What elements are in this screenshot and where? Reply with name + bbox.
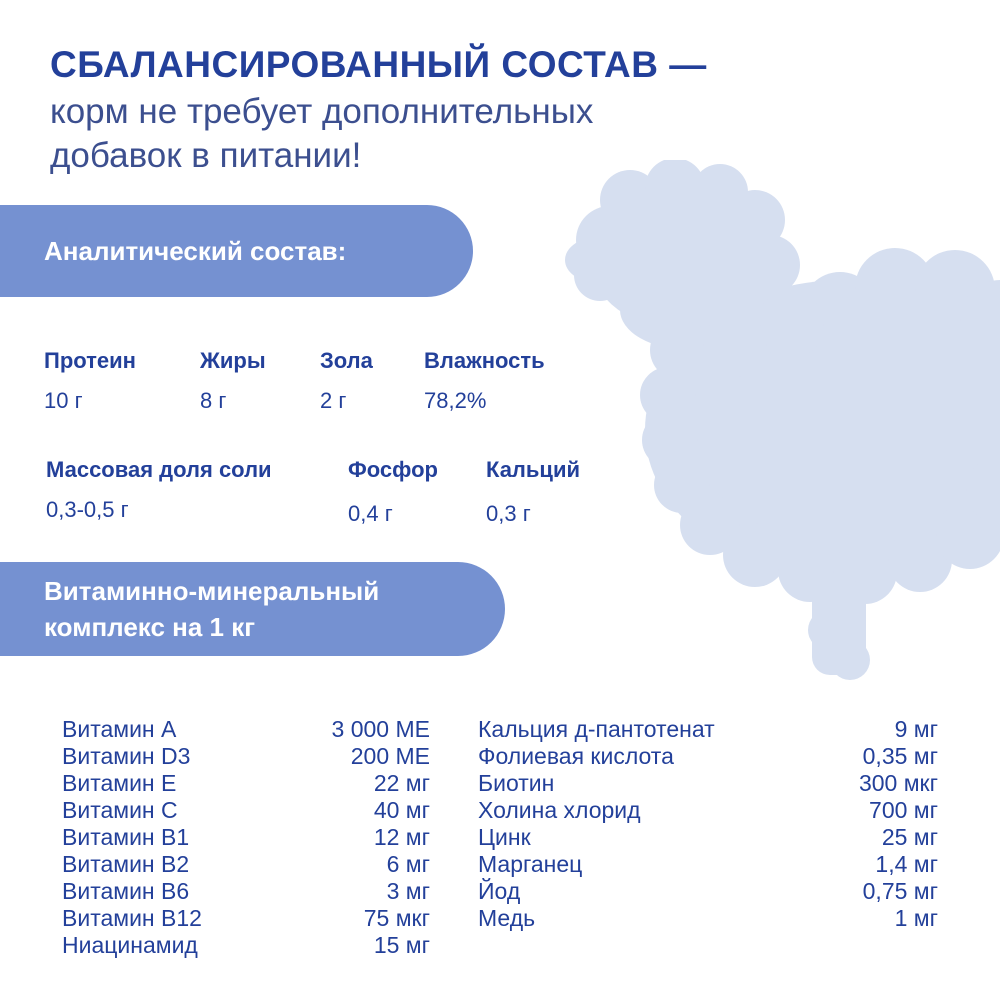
- nutrient-salt: [46, 455, 272, 525]
- mineral-row: [478, 797, 938, 824]
- headline-subtitle-line-2: добавок в питании!: [50, 136, 362, 175]
- vitamin-name: Ниацинамид: [62, 932, 198, 958]
- mineral-row: [478, 851, 938, 878]
- vitamin-name: Витамин В2: [62, 851, 190, 877]
- mineral-row: [478, 905, 938, 932]
- vitamin-row: [62, 851, 430, 878]
- mineral-name: Марганец: [478, 851, 583, 877]
- vitamin-amount: 40 мг: [373, 797, 430, 823]
- mineral-name: Йод: [478, 878, 521, 904]
- mineral-name: Медь: [478, 905, 536, 931]
- nutrient-label: Жиры: [200, 348, 266, 373]
- vitamin-row: [62, 716, 430, 743]
- analytics-section-header: [0, 205, 473, 297]
- vitamin-name: Витамин В1: [62, 824, 190, 850]
- sheep-illustration: [560, 160, 1000, 680]
- nutrient-label: Фосфор: [348, 457, 438, 482]
- vitamin-table-left: [62, 716, 430, 959]
- nutrient-ash: [320, 346, 373, 416]
- vitamin-row: [62, 824, 430, 851]
- mineral-row: [478, 770, 938, 797]
- mineral-amount: 0,75 мг: [862, 878, 938, 904]
- vitamin-row: [62, 743, 430, 770]
- mineral-amount: 25 мг: [881, 824, 938, 850]
- vitamin-name: Витамин С: [62, 797, 178, 823]
- vitamin-section-title-line-2: комплекс на 1 кг: [44, 612, 256, 642]
- mineral-row: [478, 743, 938, 770]
- vitamin-row: [62, 878, 430, 905]
- mineral-name: Цинк: [478, 824, 531, 850]
- nutrient-value: 10 г: [44, 388, 83, 413]
- mineral-name: Биотин: [478, 770, 555, 796]
- nutrient-value: 0,3-0,5 г: [46, 497, 129, 522]
- mineral-name: Холина хлорид: [478, 797, 641, 823]
- vitamin-row: [62, 905, 430, 932]
- vitamin-section-header: [0, 562, 505, 656]
- vitamin-amount: 12 мг: [373, 824, 430, 850]
- vitamin-amount: 6 мг: [386, 851, 430, 877]
- vitamin-amount: 75 мкг: [363, 905, 430, 931]
- mineral-amount: 300 мкг: [858, 770, 938, 796]
- vitamin-section-title-line-1: Витаминно-минеральный: [44, 576, 380, 606]
- mineral-amount: 0,35 мг: [862, 743, 938, 769]
- nutrient-moisture: [424, 346, 545, 416]
- vitamin-name: Витамин D3: [62, 743, 191, 769]
- mineral-amount: 700 мг: [869, 797, 938, 823]
- nutrient-fat: [200, 346, 266, 416]
- nutrient-value: 8 г: [200, 388, 227, 413]
- nutrient-value: 0,4 г: [348, 501, 393, 526]
- mineral-name: Фолиевая кислота: [478, 743, 674, 769]
- mineral-row: [478, 716, 938, 743]
- headline: [50, 40, 707, 178]
- mineral-name: Кальция д-пантотенат: [478, 716, 715, 742]
- nutrient-phosphorus: [348, 455, 438, 529]
- nutrient-label: Влажность: [424, 348, 545, 373]
- nutrient-value: 2 г: [320, 388, 347, 413]
- nutrient-label: Зола: [320, 348, 373, 373]
- mineral-amount: 1,4 мг: [875, 851, 938, 877]
- nutrient-calcium: [486, 455, 580, 529]
- nutrient-value: 0,3 г: [486, 501, 531, 526]
- vitamin-row: [62, 797, 430, 824]
- vitamin-amount: 3 000 МЕ: [331, 716, 430, 742]
- vitamin-row: [62, 932, 430, 959]
- analytics-section-title: Аналитический состав:: [44, 236, 347, 266]
- mineral-row: [478, 824, 938, 851]
- mineral-amount: 1 мг: [894, 905, 938, 931]
- vitamin-name: Витамин В6: [62, 878, 190, 904]
- vitamin-table-right: [478, 716, 938, 932]
- nutrient-label: Массовая доля соли: [46, 457, 272, 482]
- headline-title: СБАЛАНСИРОВАННЫЙ СОСТАВ —: [50, 44, 707, 85]
- nutrient-value: 78,2%: [424, 388, 487, 413]
- vitamin-amount: 22 мг: [373, 770, 430, 796]
- vitamin-row: [62, 770, 430, 797]
- vitamin-amount: 15 мг: [373, 932, 430, 958]
- vitamin-amount: 200 МЕ: [350, 743, 430, 769]
- headline-subtitle-line-1: корм не требует дополнительных: [50, 92, 594, 131]
- nutrient-protein: [44, 346, 136, 416]
- mineral-row: [478, 878, 938, 905]
- vitamin-name: Витамин А: [62, 716, 177, 742]
- vitamin-name: Витамин Е: [62, 770, 177, 796]
- nutrient-label: Протеин: [44, 348, 136, 373]
- vitamin-amount: 3 мг: [386, 878, 430, 904]
- mineral-amount: 9 мг: [894, 716, 938, 742]
- nutrient-label: Кальций: [486, 457, 581, 482]
- vitamin-name: Витамин В12: [62, 905, 202, 931]
